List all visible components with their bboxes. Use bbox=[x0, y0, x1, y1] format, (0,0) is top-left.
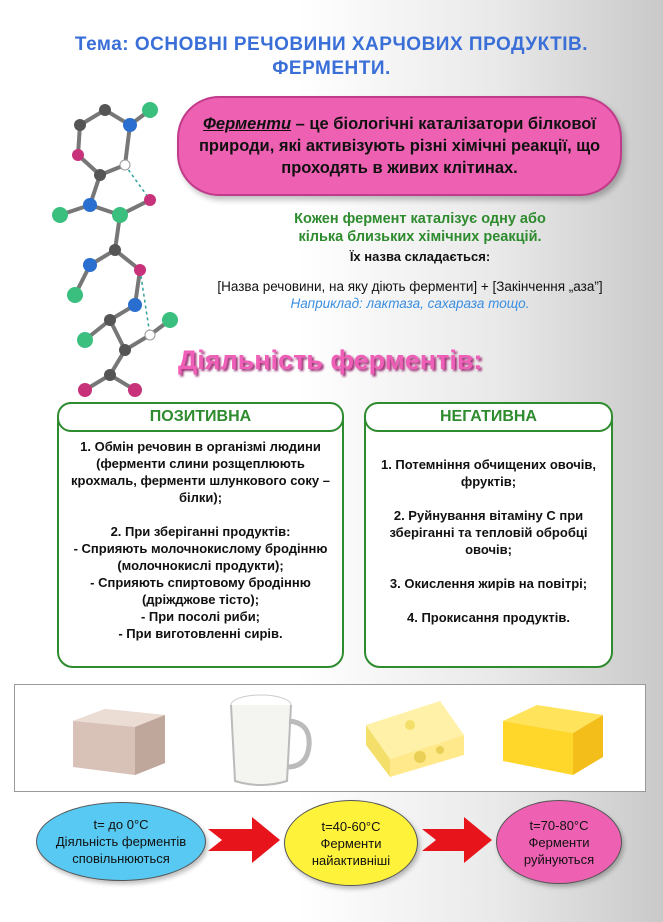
positive-heading: ПОЗИТИВНА bbox=[57, 402, 344, 432]
molecule-model-icon bbox=[30, 85, 200, 415]
hot-title: t=70-80°С bbox=[529, 817, 589, 833]
food-images-panel bbox=[14, 684, 646, 792]
page-title-line1: Тема: ОСНОВНІ РЕЧОВИНИ ХАРЧОВИХ ПРОДУКТІВ. bbox=[74, 34, 589, 55]
page-title-line2: ФЕРМЕНТИ. bbox=[272, 58, 391, 79]
yeast-block-icon bbox=[65, 701, 175, 779]
red-arrow-icon bbox=[422, 815, 494, 865]
positive-item-1: 1. Обмін речовин в організмі людини (ферменти слини розщеплюють крохмаль, ферменти шлункового соку – білки); bbox=[71, 439, 330, 505]
positive-item-2-title: 2. При зберіганні продуктів: bbox=[110, 524, 291, 539]
activity-heading: Діяльність ферментів: bbox=[178, 345, 483, 375]
cold-temperature-oval bbox=[36, 802, 206, 881]
warm-title: t=40-60°С bbox=[321, 818, 381, 834]
hot-line1: Ферменти bbox=[528, 834, 590, 850]
catalysis-line1: Кожен фермент каталізує одну або bbox=[294, 211, 546, 227]
cheese-wedge-icon bbox=[360, 695, 470, 779]
definition-term: Ферменти bbox=[203, 115, 292, 133]
warm-temperature-oval bbox=[284, 800, 418, 886]
negative-item-3: 3. Окислення жирів на повітрі; bbox=[389, 576, 588, 591]
cold-title: t= до 0°С bbox=[93, 817, 149, 832]
positive-item-2d: - При виготовленні сирів. bbox=[118, 626, 283, 641]
cold-line1: Діяльність ферментів bbox=[55, 834, 187, 849]
definition-text: – це біологічні каталізатори білкової природи, які активізують різні хімічні реакції, що проходять в живих клітинах. bbox=[198, 115, 601, 177]
name-formula: [Назва речовини, на яку діють ферменти] + [Закінчення „аза”] bbox=[217, 279, 603, 294]
cold-line2: сповільнюються bbox=[72, 851, 170, 866]
negative-item-1: 1. Потемніння обчищених овочів, фруктів; bbox=[380, 457, 597, 489]
warm-line2: найактивніші bbox=[311, 852, 391, 868]
negative-item-2: 2. Руйнування вітаміну С при зберіганні та тепловій обробці овочів; bbox=[389, 508, 588, 557]
catalysis-line2: кілька близьких хімічних реакцій. bbox=[298, 229, 542, 245]
name-example: Наприклад: лактаза, сахараза тощо. bbox=[290, 296, 530, 311]
red-arrow-icon bbox=[208, 815, 282, 865]
positive-item-2a: - Сприяють молочнокислому бродінню (молочнокислі продукти); bbox=[73, 541, 328, 573]
warm-line1: Ферменти bbox=[320, 835, 382, 851]
butter-block-icon bbox=[497, 699, 609, 779]
hot-temperature-oval bbox=[496, 800, 622, 884]
positive-item-2c: - При посолі риби; bbox=[140, 609, 261, 624]
negative-card bbox=[364, 402, 613, 668]
negative-heading: НЕГАТИВНА bbox=[364, 402, 613, 432]
positive-item-2b: - Сприяють спиртовому бродінню (дріжджове тісто); bbox=[90, 575, 311, 607]
hot-line2: руйнуються bbox=[523, 851, 595, 867]
positive-card bbox=[57, 402, 344, 668]
negative-item-4: 4. Прокисання продуктів. bbox=[407, 610, 570, 625]
name-hint: Їх назва складається: bbox=[349, 249, 491, 264]
milk-mug-icon bbox=[223, 691, 313, 789]
definition-pill bbox=[177, 96, 622, 196]
